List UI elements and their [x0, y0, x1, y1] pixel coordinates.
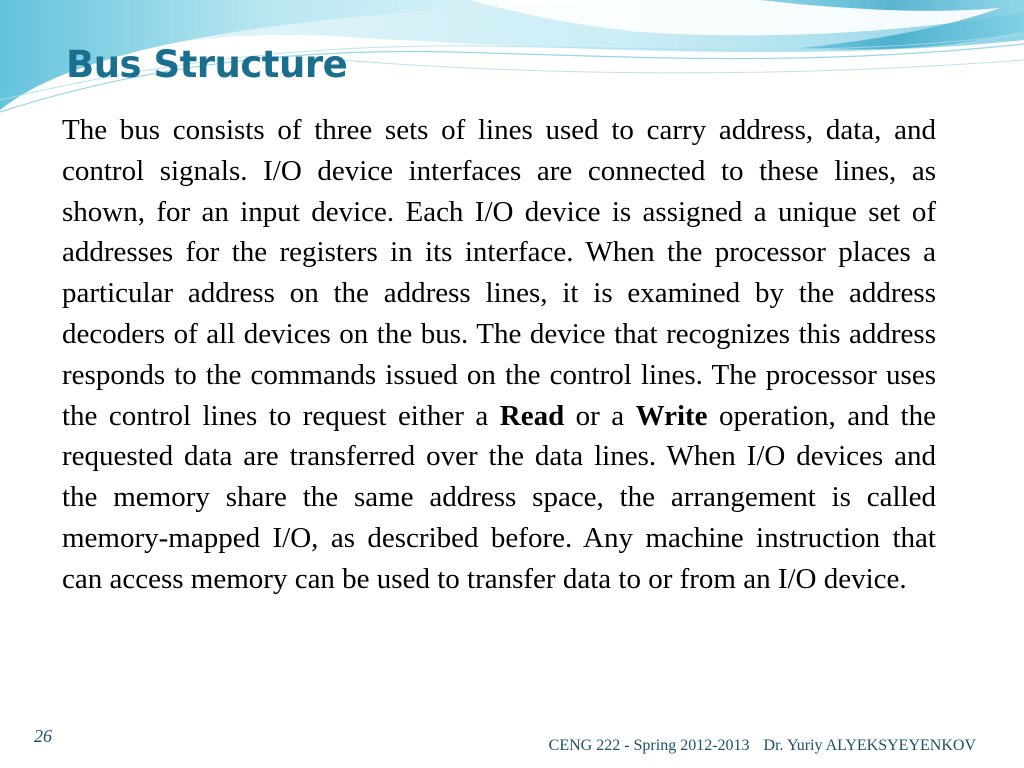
footer-author: Dr. Yuriy ALYEKSYEYENKOV — [763, 737, 976, 754]
slide-body-text — [62, 110, 936, 600]
slide-title: Bus Structure — [66, 43, 348, 86]
body-text-part-2: or a — [564, 399, 636, 432]
bold-term-read: Read — [499, 399, 565, 432]
body-text-part-1: The bus consists of three sets of lines used to carry address, data, and control signals. I/O device interfaces are connected to these lines, as shown, for an input device. Each I/O device is assigned a unique set of addresses for the registers in its interface. When the processor places a particular address on the address lines, it is examined by the address decoders of all devices on the bus. The device that recognizes this address responds to the commands issued on the control lines. The processor uses the control lines to request either a — [62, 114, 936, 432]
bold-term-write: Write — [635, 399, 708, 432]
body-text-part-3: operation, and the requested data are transferred over the data lines. When I/O devices and the memory share the same address space, the arrangement is called memory-mapped I/O, as described before. Any machine instruction that can access memory can be used to transfer data to or from an I/O device. — [62, 399, 936, 595]
page-number: 26 — [34, 726, 52, 746]
footer-course: CENG 222 - Spring 2012-2013 — [548, 737, 750, 754]
footer — [549, 737, 976, 755]
